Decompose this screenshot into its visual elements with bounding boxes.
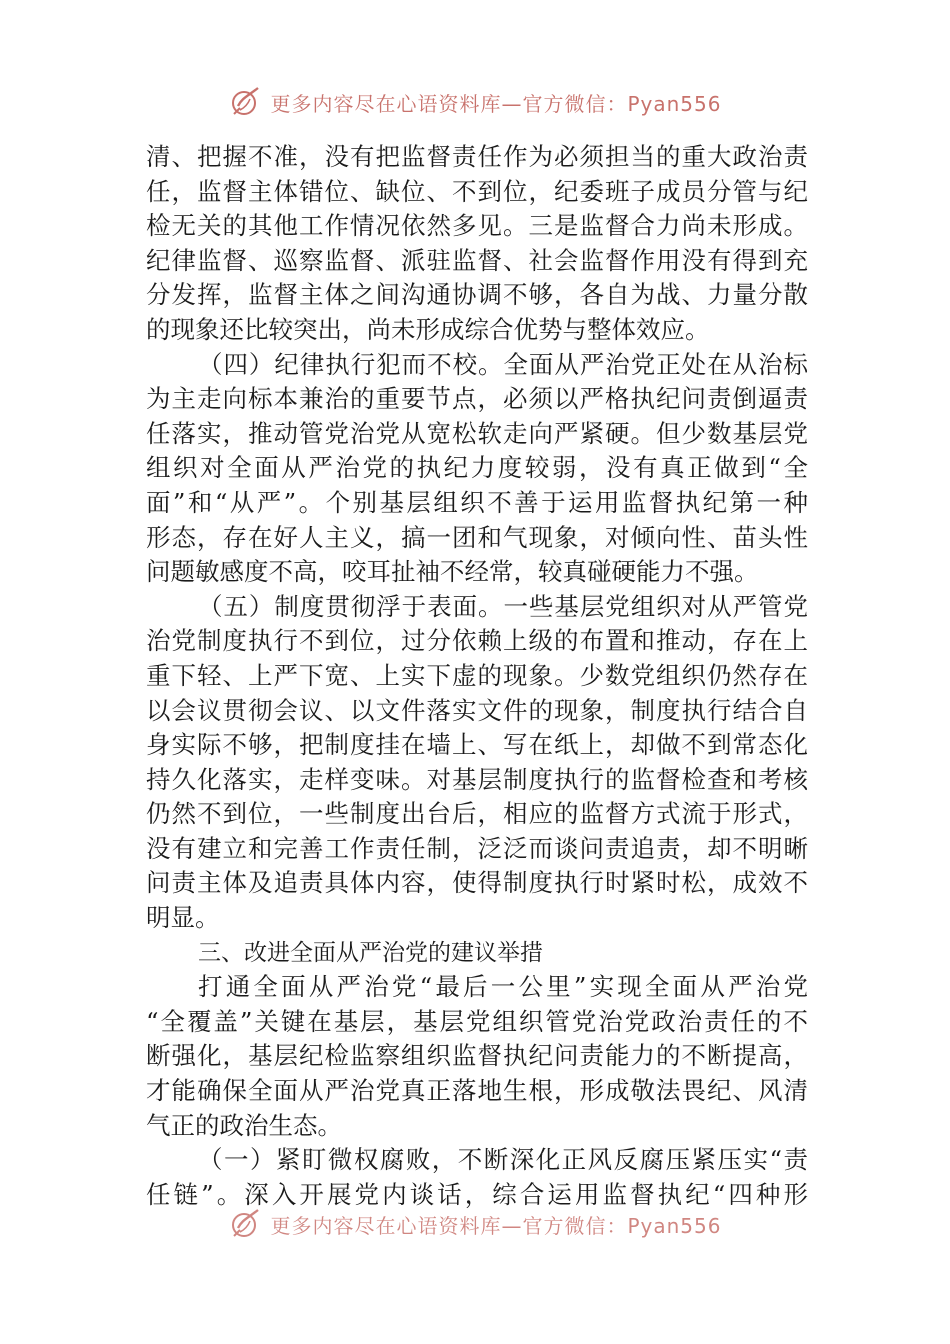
text-line: 组织对全面从严治党的执纪力度较弱，没有真正做到“全 [146,453,808,483]
section-heading: 三、改进全面从严治党的建议举措 [198,939,543,966]
quill-rose-logo-icon [228,1206,264,1242]
text-line: 气正的政治生态。 [146,1110,342,1140]
text-line: 明显。 [146,903,220,933]
watermark-text: 更多内容尽在心语资料库—官方微信：Pyan556 [270,1213,722,1238]
text-line: 没有建立和完善工作责任制，泛泛而谈问责追责，却不明晰 [146,833,808,863]
text-line: 分发挥，监督主体之间沟通协调不够，各自为战、力量分散 [146,280,808,310]
text-line: 的现象还比较突出，尚未形成综合优势与整体效应。 [146,314,710,344]
text-line: 面”和“从严”。个别基层组织不善于运用监督执纪第一种 [146,487,808,517]
text-line: 仍然不到位，一些制度出台后，相应的监督方式流于形式， [146,799,808,829]
text-line: 形态，存在好人主义，搞一团和气现象，对倾向性、苗头性 [146,522,808,552]
text-line: 清、把握不准，没有把监督责任作为必须担当的重大政治责 [146,142,808,171]
text-line: 才能确保全面从严治党真正落地生根，形成敬法畏纪、风清 [146,1076,808,1106]
text-line: 重下轻、上严下宽、上实下虚的现象。少数党组织仍然存在 [146,660,808,690]
text-line: 为主走向标本兼治的重要节点，必须以严格执纪问责倒逼责 [146,384,808,414]
text-line: （五）制度贯彻浮于表面。一些基层党组织对从严管党 [198,591,808,621]
text-line: 治党制度执行不到位，过分依赖上级的布置和推动，存在上 [146,626,808,656]
quill-rose-logo-icon [228,84,264,120]
text-line: 打通全面从严治党“最后一公里”实现全面从严治党 [198,972,808,1002]
text-line: 任，监督主体错位、缺位、不到位，纪委班子成员分管与纪 [146,176,808,206]
header-watermark [0,82,950,122]
document-body [146,140,808,1212]
text-line: （一）紧盯微权腐败，不断深化正风反腐压紧压实“责 [198,1145,808,1175]
text-line: 持久化落实，走样变味。对基层制度执行的监督检查和考核 [146,764,808,794]
text-line: 任链”。深入开展党内谈话，综合运用监督执纪“四种形 [146,1179,808,1209]
text-line: 任落实，推动管党治党从宽松软走向严紧硬。但少数基层党 [146,418,808,448]
text-line: “全覆盖”关键在基层，基层党组织管党治党政治责任的不 [146,1006,808,1036]
text-line: 断强化，基层纪检监察组织监督执纪问责能力的不断提高， [146,1041,808,1071]
text-line: 问责主体及追责具体内容，使得制度执行时紧时松，成效不 [146,868,808,898]
watermark-text: 更多内容尽在心语资料库—官方微信：Pyan556 [270,91,722,116]
text-line: 问题敏感度不高，咬耳扯袖不经常，较真碰硬能力不强。 [146,557,759,587]
text-line: 以会议贯彻会议、以文件落实文件的现象，制度执行结合自 [146,695,808,725]
footer-watermark [0,1204,950,1244]
text-line: （四）纪律执行犯而不校。全面从严治党正处在从治标 [198,349,808,379]
text-line: 纪律监督、巡察监督、派驻监督、社会监督作用没有得到充 [146,245,808,275]
text-line: 身实际不够，把制度挂在墙上、写在纸上，却做不到常态化 [146,730,808,760]
text-line: 检无关的其他工作情况依然多见。三是监督合力尚未形成。 [146,211,808,241]
